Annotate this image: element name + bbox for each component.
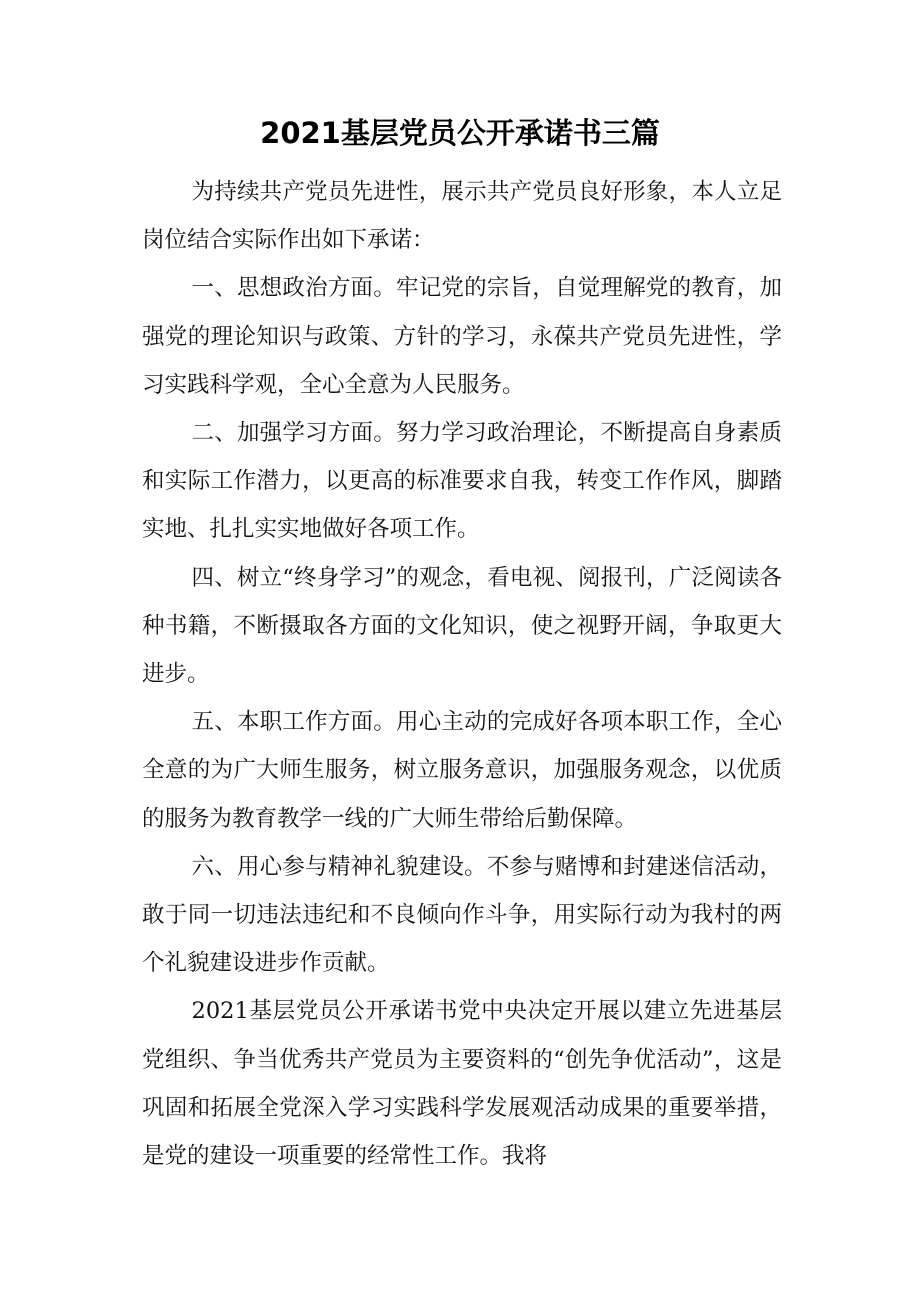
paragraph-civility: 六、用心参与精神礼貌建设。不参与赌博和封建迷信活动，敢于同一切违法违纪和不良倾向作斗争，用实际行动为我村的两个礼貌建设进步作贡献。 xyxy=(142,853,782,977)
paragraph-intro: 为持续共产党员先进性，展示共产党员良好形象，本人立足岗位结合实际作出如下承诺： xyxy=(142,179,782,254)
paragraph-second-pledge: 2021基层党员公开承诺书党中央决定开展以建立先进基层党组织、争当优秀共产党员为主要资料的“创先争优活动”，这是巩固和拓展全党深入学习实践科学发展观活动成果的重要举措，是党的建设一项重要的经常性工作。我将 xyxy=(142,998,782,1170)
paragraph-job-duties: 五、本职工作方面。用心主动的完成好各项本职工作，全心全意的为广大师生服务，树立服务意识，加强服务观念，以优质的服务为教育教学一线的广大师生带给后勤保障。 xyxy=(142,709,782,832)
document-body xyxy=(142,168,782,1180)
paragraph-political: 一、思想政治方面。牢记党的宗旨，自觉理解党的教育，加强党的理论知识与政策、方针的学习，永葆共产党员先进性，学习实践科学观，全心全意为人民服务。 xyxy=(142,275,782,398)
paragraph-study: 二、加强学习方面。努力学习政治理论，不断提高自身素质和实际工作潜力，以更高的标准要求自我，转变工作作风，脚踏实地、扎扎实实地做好各项工作。 xyxy=(142,420,782,543)
paragraph-lifelong-learning: 四、树立“终身学习”的观念，看电视、阅报刊，广泛阅读各种书籍，不断摄取各方面的文化知识，使之视野开阔，争取更大进步。 xyxy=(142,564,782,688)
document-title: 2021基层党员公开承诺书三篇 xyxy=(260,116,660,150)
